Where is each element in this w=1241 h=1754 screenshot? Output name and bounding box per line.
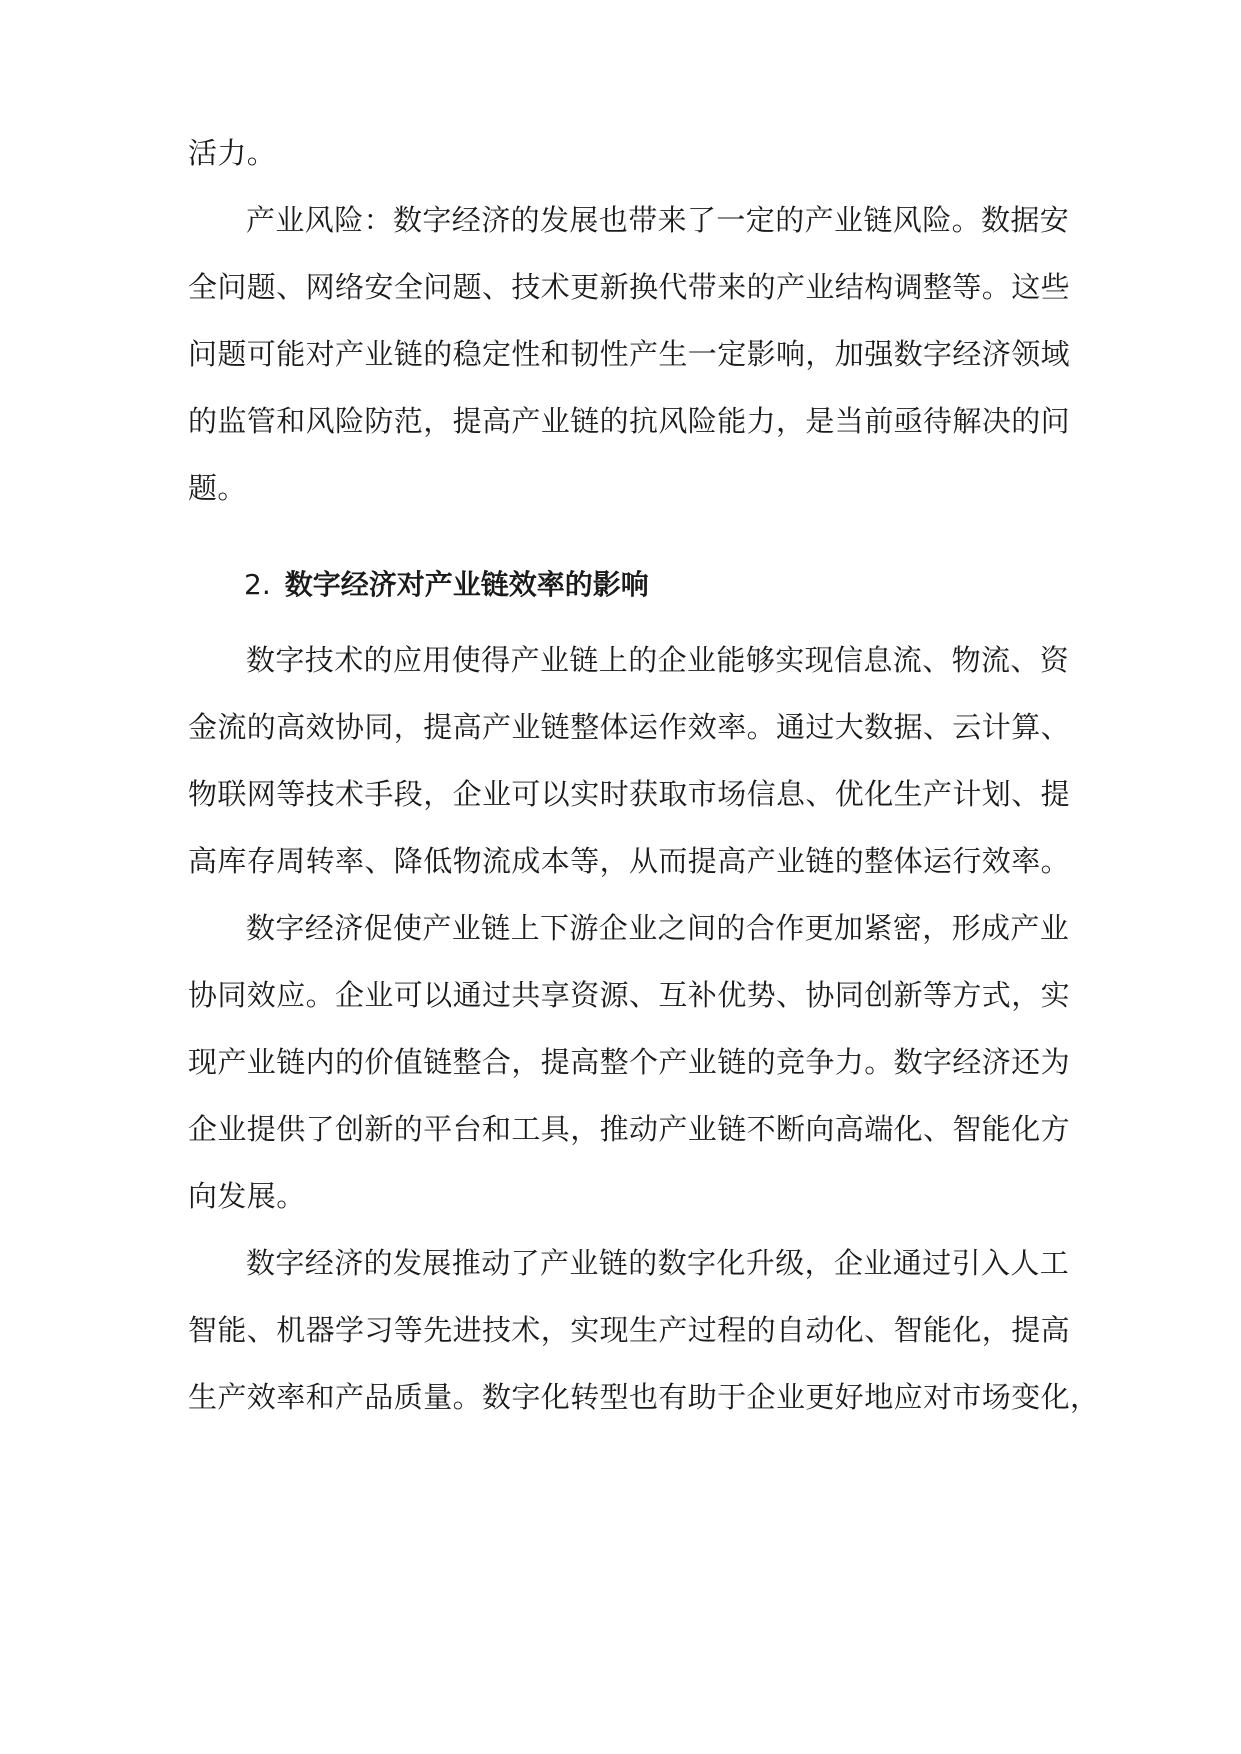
paragraph-efficiency-line-1: 数字技术的应用使得产业链上的企业能够实现信息流、物流、资 [246,643,1070,677]
paragraph-industry-risk-line-5: 题。 [188,471,247,505]
paragraph-industry-risk-line-4: 的监管和风险防范，提高产业链的抗风险能力，是当前亟待解决的问 [188,404,1071,438]
paragraph-upgrade-line-2: 智能、机器学习等先进技术，实现生产过程的自动化、智能化，提高 [188,1313,1071,1347]
paragraph-upgrade-line-1: 数字经济的发展推动了产业链的数字化升级，企业通过引入人工 [246,1246,1070,1280]
paragraph-synergy-line-1: 数字经济促使产业链上下游企业之间的合作更加紧密，形成产业 [246,911,1070,945]
section-title: 数字经济对产业链效率的影响 [284,568,649,601]
paragraph-continuation-line: 活力。 [188,136,277,170]
paragraph-synergy-line-2: 协同效应。企业可以通过共享资源、互补优势、协同创新等方式，实 [188,978,1071,1012]
paragraph-industry-risk-line-2: 全问题、网络安全问题、技术更新换代带来的产业结构调整等。这些 [188,270,1071,304]
section-number: 2. [244,568,271,601]
paragraph-efficiency-line-2: 金流的高效协同，提高产业链整体运作效率。通过大数据、云计算、 [188,710,1071,744]
paragraph-synergy-line-5: 向发展。 [188,1179,306,1213]
paragraph-industry-risk-line-1: 产业风险：数字经济的发展也带来了一定的产业链风险。数据安 [246,203,1070,237]
paragraph-efficiency-line-4: 高库存周转率、降低物流成本等，从而提高产业链的整体运行效率。 [188,844,1071,878]
section-heading [244,565,1044,605]
paragraph-upgrade-line-3: 生产效率和产品质量。数字化转型也有助于企业更好地应对市场变化， [188,1380,1100,1414]
paragraph-industry-risk-line-3: 问题可能对产业链的稳定性和韧性产生一定影响，加强数字经济领域 [188,337,1071,371]
paragraph-synergy-line-3: 现产业链内的价值链整合，提高整个产业链的竞争力。数字经济还为 [188,1045,1071,1079]
paragraph-efficiency-line-3: 物联网等技术手段，企业可以实时获取市场信息、优化生产计划、提 [188,777,1071,811]
paragraph-synergy-line-4: 企业提供了创新的平台和工具，推动产业链不断向高端化、智能化方 [188,1112,1071,1146]
